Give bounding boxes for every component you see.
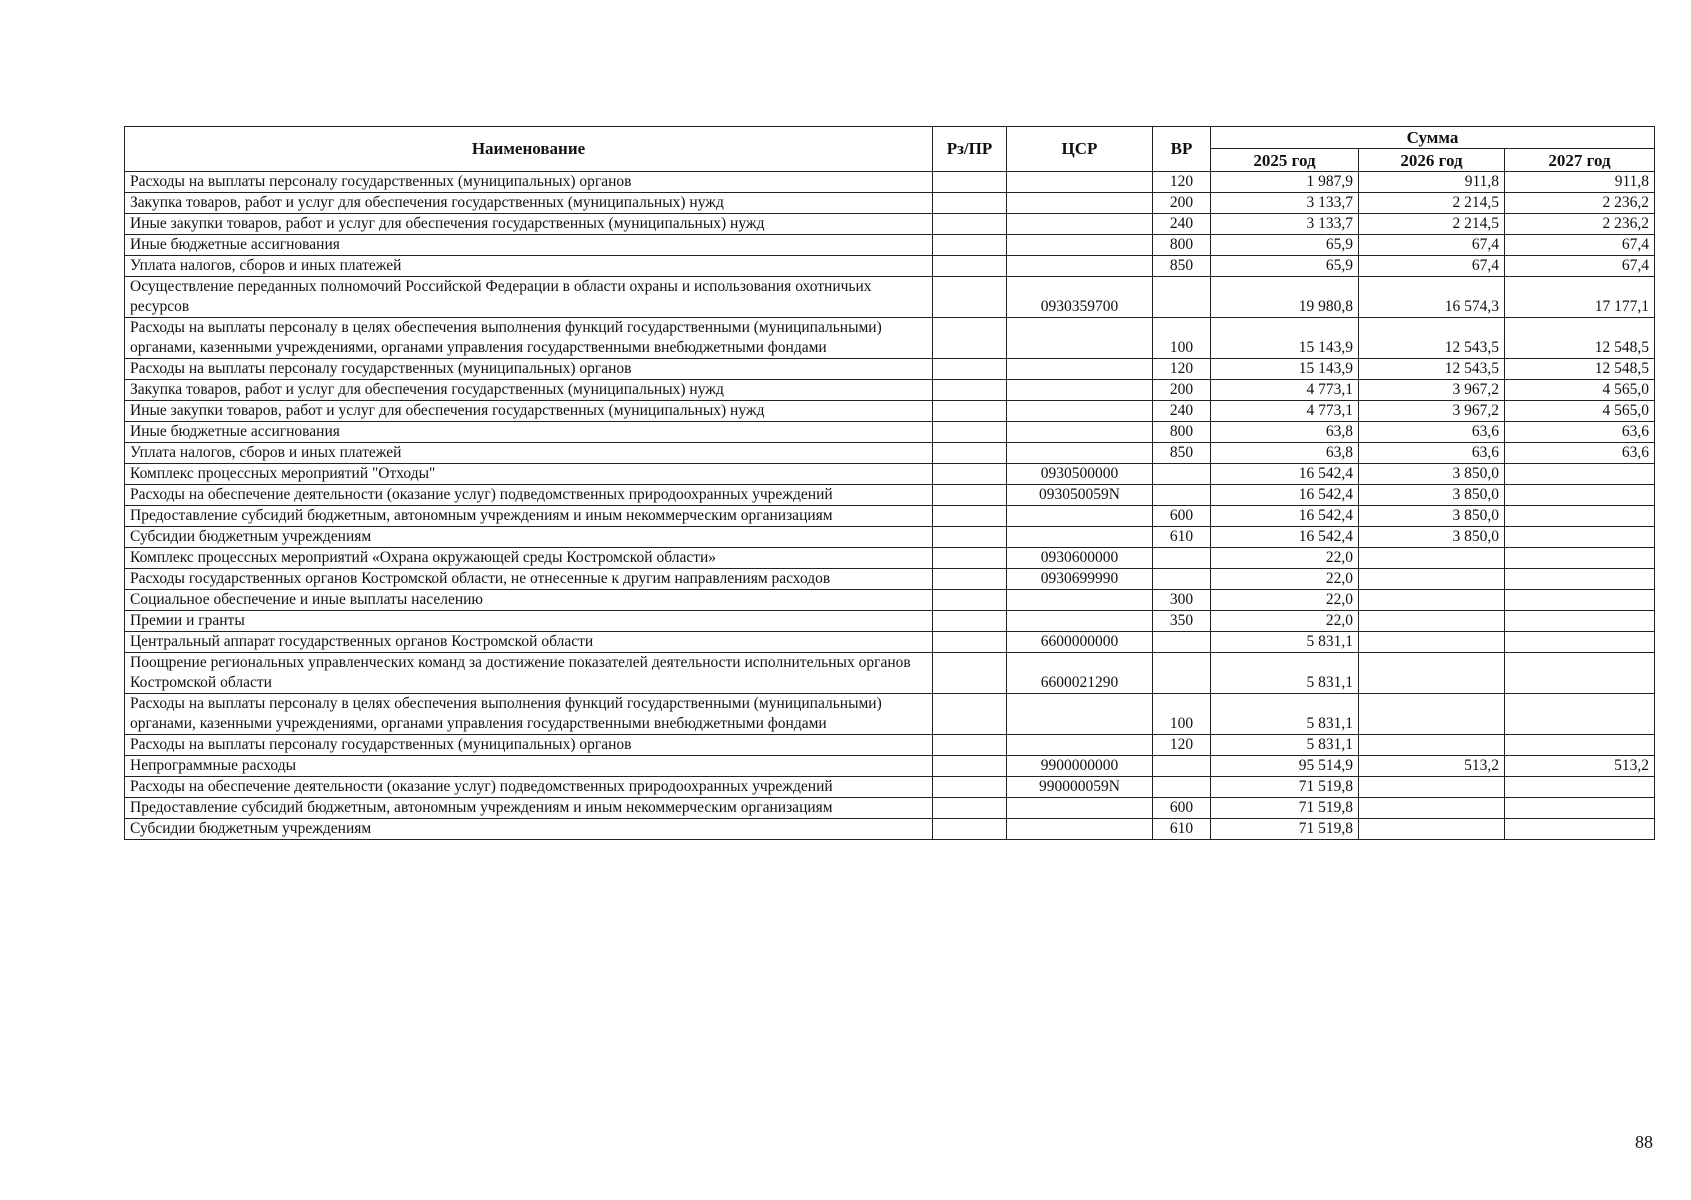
cell-name: Расходы государственных органов Костромской области, не отнесенные к другим направлениям расходов [125, 569, 933, 590]
cell-y2027 [1505, 777, 1655, 798]
cell-vr [1153, 548, 1211, 569]
cell-name: Предоставление субсидий бюджетным, автономным учреждениям и иным некоммерческим организациям [125, 506, 933, 527]
table-row [125, 422, 1655, 443]
cell-name: Иные закупки товаров, работ и услуг для обеспечения государственных (муниципальных) нужд [125, 214, 933, 235]
cell-name: Комплекс процессных мероприятий "Отходы" [125, 464, 933, 485]
header-rzpr: Рз/ПР [933, 127, 1007, 172]
cell-vr [1153, 277, 1211, 318]
cell-csr [1007, 506, 1153, 527]
cell-y2025: 5 831,1 [1211, 632, 1359, 653]
table-row [125, 694, 1655, 735]
cell-vr: 100 [1153, 694, 1211, 735]
cell-y2027: 4 565,0 [1505, 401, 1655, 422]
cell-name: Расходы на выплаты персоналу государственных (муниципальных) органов [125, 172, 933, 193]
cell-rzpr [933, 735, 1007, 756]
cell-name: Закупка товаров, работ и услуг для обеспечения государственных (муниципальных) нужд [125, 380, 933, 401]
cell-vr: 120 [1153, 735, 1211, 756]
table-row [125, 359, 1655, 380]
cell-name: Предоставление субсидий бюджетным, автономным учреждениям и иным некоммерческим организациям [125, 798, 933, 819]
cell-csr: 0930500000 [1007, 464, 1153, 485]
cell-y2026: 2 214,5 [1359, 193, 1505, 214]
cell-csr [1007, 819, 1153, 840]
cell-vr: 610 [1153, 527, 1211, 548]
cell-rzpr [933, 235, 1007, 256]
cell-csr: 9900000000 [1007, 756, 1153, 777]
cell-name: Осуществление переданных полномочий Российской Федерации в области охраны и использования охотничьих ресурсов [125, 277, 933, 318]
table-row [125, 193, 1655, 214]
cell-csr [1007, 214, 1153, 235]
cell-y2025: 22,0 [1211, 590, 1359, 611]
cell-y2026: 16 574,3 [1359, 277, 1505, 318]
cell-y2026: 63,6 [1359, 422, 1505, 443]
cell-name: Расходы на обеспечение деятельности (оказание услуг) подведомственных природоохранных учреждений [125, 485, 933, 506]
cell-csr [1007, 443, 1153, 464]
cell-y2027: 63,6 [1505, 443, 1655, 464]
cell-csr: 093050059N [1007, 485, 1153, 506]
table-row [125, 548, 1655, 569]
cell-csr: 6600000000 [1007, 632, 1153, 653]
cell-y2025: 15 143,9 [1211, 359, 1359, 380]
header-name: Наименование [125, 127, 933, 172]
cell-vr: 240 [1153, 401, 1211, 422]
cell-csr: 0930600000 [1007, 548, 1153, 569]
cell-csr: 0930699990 [1007, 569, 1153, 590]
table-row [125, 235, 1655, 256]
cell-vr: 850 [1153, 443, 1211, 464]
cell-name: Премии и гранты [125, 611, 933, 632]
table-row [125, 277, 1655, 318]
table-row [125, 443, 1655, 464]
cell-y2027 [1505, 653, 1655, 694]
cell-vr [1153, 653, 1211, 694]
cell-name: Иные бюджетные ассигнования [125, 422, 933, 443]
cell-y2026 [1359, 611, 1505, 632]
cell-y2025: 4 773,1 [1211, 401, 1359, 422]
cell-vr: 800 [1153, 422, 1211, 443]
cell-y2025: 3 133,7 [1211, 193, 1359, 214]
cell-vr: 800 [1153, 235, 1211, 256]
cell-y2026 [1359, 735, 1505, 756]
cell-y2025: 19 980,8 [1211, 277, 1359, 318]
budget-table [124, 126, 1655, 840]
cell-y2027: 67,4 [1505, 256, 1655, 277]
cell-y2025: 5 831,1 [1211, 735, 1359, 756]
cell-y2025: 63,8 [1211, 422, 1359, 443]
cell-vr: 100 [1153, 318, 1211, 359]
cell-y2025: 95 514,9 [1211, 756, 1359, 777]
cell-name: Субсидии бюджетным учреждениям [125, 527, 933, 548]
cell-vr: 200 [1153, 380, 1211, 401]
cell-vr [1153, 485, 1211, 506]
cell-y2026 [1359, 653, 1505, 694]
cell-y2025: 71 519,8 [1211, 798, 1359, 819]
cell-y2026: 3 850,0 [1359, 527, 1505, 548]
cell-name: Уплата налогов, сборов и иных платежей [125, 443, 933, 464]
cell-y2027 [1505, 506, 1655, 527]
cell-rzpr [933, 214, 1007, 235]
cell-y2027 [1505, 632, 1655, 653]
cell-vr: 600 [1153, 798, 1211, 819]
cell-vr [1153, 632, 1211, 653]
cell-y2027 [1505, 569, 1655, 590]
cell-name: Расходы на обеспечение деятельности (оказание услуг) подведомственных природоохранных учреждений [125, 777, 933, 798]
cell-y2027: 12 548,5 [1505, 359, 1655, 380]
cell-rzpr [933, 798, 1007, 819]
cell-csr [1007, 172, 1153, 193]
table-row [125, 569, 1655, 590]
cell-rzpr [933, 756, 1007, 777]
cell-y2026 [1359, 569, 1505, 590]
cell-y2026: 67,4 [1359, 235, 1505, 256]
cell-y2025: 16 542,4 [1211, 464, 1359, 485]
table-row [125, 214, 1655, 235]
cell-y2027: 911,8 [1505, 172, 1655, 193]
table-row [125, 819, 1655, 840]
table-row [125, 653, 1655, 694]
cell-y2027: 2 236,2 [1505, 193, 1655, 214]
cell-y2027: 4 565,0 [1505, 380, 1655, 401]
cell-rzpr [933, 777, 1007, 798]
cell-csr [1007, 694, 1153, 735]
cell-csr [1007, 422, 1153, 443]
cell-y2025: 22,0 [1211, 569, 1359, 590]
cell-y2027: 513,2 [1505, 756, 1655, 777]
cell-y2025: 16 542,4 [1211, 485, 1359, 506]
cell-rzpr [933, 506, 1007, 527]
cell-name: Субсидии бюджетным учреждениям [125, 819, 933, 840]
cell-y2026: 67,4 [1359, 256, 1505, 277]
table-row [125, 632, 1655, 653]
table-row [125, 464, 1655, 485]
cell-y2025: 5 831,1 [1211, 653, 1359, 694]
cell-y2027 [1505, 611, 1655, 632]
cell-vr: 300 [1153, 590, 1211, 611]
cell-rzpr [933, 590, 1007, 611]
cell-vr: 850 [1153, 256, 1211, 277]
cell-name: Расходы на выплаты персоналу в целях обеспечения выполнения функций государственными (муниципальными) органами, казенными учреждениями, органами управления государственными внебюджетными фондами [125, 694, 933, 735]
cell-rzpr [933, 193, 1007, 214]
cell-rzpr [933, 422, 1007, 443]
cell-y2026 [1359, 777, 1505, 798]
cell-vr: 120 [1153, 359, 1211, 380]
cell-y2026: 12 543,5 [1359, 359, 1505, 380]
cell-y2025: 63,8 [1211, 443, 1359, 464]
cell-rzpr [933, 527, 1007, 548]
cell-rzpr [933, 256, 1007, 277]
cell-y2025: 65,9 [1211, 235, 1359, 256]
table-row [125, 172, 1655, 193]
header-csr: ЦСР [1007, 127, 1153, 172]
cell-name: Расходы на выплаты персоналу государственных (муниципальных) органов [125, 359, 933, 380]
cell-y2026 [1359, 819, 1505, 840]
cell-rzpr [933, 819, 1007, 840]
cell-rzpr [933, 401, 1007, 422]
table-row [125, 527, 1655, 548]
cell-y2027: 12 548,5 [1505, 318, 1655, 359]
page-number: 88 [1635, 1132, 1653, 1152]
cell-csr [1007, 590, 1153, 611]
cell-y2026 [1359, 694, 1505, 735]
cell-csr [1007, 798, 1153, 819]
cell-y2027: 63,6 [1505, 422, 1655, 443]
cell-y2026: 3 850,0 [1359, 506, 1505, 527]
cell-csr: 990000059N [1007, 777, 1153, 798]
cell-y2027 [1505, 548, 1655, 569]
cell-rzpr [933, 443, 1007, 464]
cell-csr [1007, 359, 1153, 380]
cell-y2027 [1505, 694, 1655, 735]
cell-rzpr [933, 548, 1007, 569]
cell-rzpr [933, 464, 1007, 485]
cell-y2027: 67,4 [1505, 235, 1655, 256]
header-2027: 2027 год [1505, 149, 1655, 172]
cell-y2026: 3 967,2 [1359, 380, 1505, 401]
cell-vr [1153, 756, 1211, 777]
cell-vr [1153, 464, 1211, 485]
header-2025: 2025 год [1211, 149, 1359, 172]
cell-csr [1007, 256, 1153, 277]
table-row [125, 506, 1655, 527]
cell-vr: 240 [1153, 214, 1211, 235]
cell-y2025: 4 773,1 [1211, 380, 1359, 401]
cell-name: Уплата налогов, сборов и иных платежей [125, 256, 933, 277]
cell-csr [1007, 193, 1153, 214]
table-row [125, 380, 1655, 401]
cell-rzpr [933, 611, 1007, 632]
cell-y2027 [1505, 590, 1655, 611]
cell-vr [1153, 569, 1211, 590]
table-row [125, 798, 1655, 819]
cell-vr: 610 [1153, 819, 1211, 840]
cell-csr [1007, 401, 1153, 422]
cell-y2025: 15 143,9 [1211, 318, 1359, 359]
cell-csr [1007, 235, 1153, 256]
cell-y2026: 3 850,0 [1359, 464, 1505, 485]
cell-name: Расходы на выплаты персоналу в целях обеспечения выполнения функций государственными (муниципальными) органами, казенными учреждениями, органами управления государственными внебюджетными фондами [125, 318, 933, 359]
header-2026: 2026 год [1359, 149, 1505, 172]
cell-name: Иные закупки товаров, работ и услуг для обеспечения государственных (муниципальных) нужд [125, 401, 933, 422]
cell-y2026 [1359, 798, 1505, 819]
cell-csr [1007, 318, 1153, 359]
cell-name: Комплекс процессных мероприятий «Охрана окружающей среды Костромской области» [125, 548, 933, 569]
cell-y2027 [1505, 527, 1655, 548]
table-row [125, 485, 1655, 506]
cell-y2026 [1359, 590, 1505, 611]
header-sum: Сумма [1211, 127, 1655, 149]
table-body [125, 172, 1655, 840]
cell-name: Непрограммные расходы [125, 756, 933, 777]
cell-rzpr [933, 359, 1007, 380]
cell-y2026: 2 214,5 [1359, 214, 1505, 235]
cell-y2025: 22,0 [1211, 548, 1359, 569]
cell-csr: 6600021290 [1007, 653, 1153, 694]
table-row [125, 735, 1655, 756]
cell-vr [1153, 777, 1211, 798]
cell-vr: 120 [1153, 172, 1211, 193]
cell-rzpr [933, 569, 1007, 590]
cell-rzpr [933, 172, 1007, 193]
cell-vr: 600 [1153, 506, 1211, 527]
cell-vr: 350 [1153, 611, 1211, 632]
cell-csr: 0930359700 [1007, 277, 1153, 318]
cell-y2026: 63,6 [1359, 443, 1505, 464]
cell-y2026 [1359, 632, 1505, 653]
cell-y2025: 16 542,4 [1211, 527, 1359, 548]
header-vr: ВР [1153, 127, 1211, 172]
cell-y2027 [1505, 798, 1655, 819]
cell-name: Поощрение региональных управленческих команд за достижение показателей деятельности исполнительных органов Костромской области [125, 653, 933, 694]
cell-csr [1007, 527, 1153, 548]
cell-y2027 [1505, 464, 1655, 485]
cell-rzpr [933, 694, 1007, 735]
cell-y2027 [1505, 485, 1655, 506]
cell-y2025: 3 133,7 [1211, 214, 1359, 235]
cell-y2027: 2 236,2 [1505, 214, 1655, 235]
cell-rzpr [933, 318, 1007, 359]
cell-y2025: 71 519,8 [1211, 777, 1359, 798]
cell-name: Иные бюджетные ассигнования [125, 235, 933, 256]
cell-rzpr [933, 380, 1007, 401]
cell-name: Закупка товаров, работ и услуг для обеспечения государственных (муниципальных) нужд [125, 193, 933, 214]
cell-y2026 [1359, 548, 1505, 569]
cell-rzpr [933, 485, 1007, 506]
cell-rzpr [933, 653, 1007, 694]
table-row [125, 756, 1655, 777]
cell-y2026: 3 967,2 [1359, 401, 1505, 422]
cell-y2025: 5 831,1 [1211, 694, 1359, 735]
cell-vr: 200 [1153, 193, 1211, 214]
cell-y2026: 911,8 [1359, 172, 1505, 193]
cell-y2027 [1505, 819, 1655, 840]
cell-name: Расходы на выплаты персоналу государственных (муниципальных) органов [125, 735, 933, 756]
cell-y2026: 12 543,5 [1359, 318, 1505, 359]
cell-csr [1007, 735, 1153, 756]
cell-y2025: 16 542,4 [1211, 506, 1359, 527]
table-row [125, 401, 1655, 422]
cell-y2027 [1505, 735, 1655, 756]
cell-y2025: 71 519,8 [1211, 819, 1359, 840]
table-row [125, 611, 1655, 632]
cell-y2027: 17 177,1 [1505, 277, 1655, 318]
cell-csr [1007, 380, 1153, 401]
cell-name: Центральный аппарат государственных органов Костромской области [125, 632, 933, 653]
cell-name: Социальное обеспечение и иные выплаты населению [125, 590, 933, 611]
cell-y2025: 1 987,9 [1211, 172, 1359, 193]
cell-rzpr [933, 277, 1007, 318]
table-row [125, 590, 1655, 611]
cell-rzpr [933, 632, 1007, 653]
cell-csr [1007, 611, 1153, 632]
table-row [125, 256, 1655, 277]
cell-y2025: 22,0 [1211, 611, 1359, 632]
cell-y2025: 65,9 [1211, 256, 1359, 277]
table-row [125, 777, 1655, 798]
cell-y2026: 3 850,0 [1359, 485, 1505, 506]
table-row [125, 318, 1655, 359]
cell-y2026: 513,2 [1359, 756, 1505, 777]
